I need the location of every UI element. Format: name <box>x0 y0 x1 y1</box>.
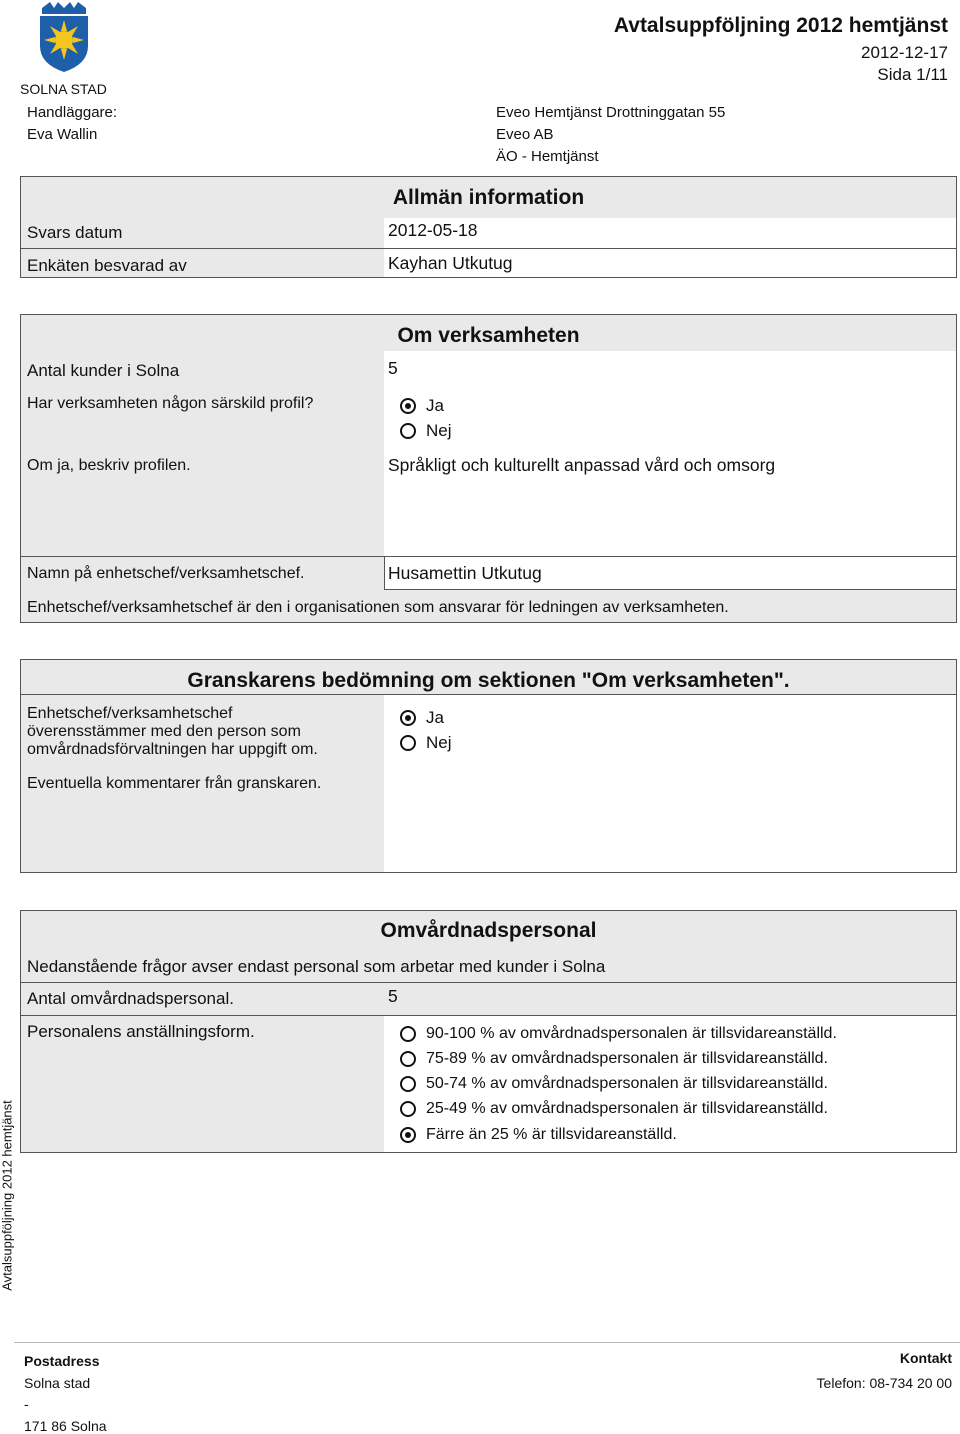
provider-line: Eveo Hemtjänst Drottninggatan 55 <box>496 104 726 121</box>
postal-line: Solna stad <box>24 1375 91 1391</box>
option-label: Nej <box>426 421 452 440</box>
provider-line: Eveo AB <box>496 126 554 143</box>
manager-value: Husamettin Utkutug <box>388 563 542 583</box>
document-title: Avtalsuppföljning 2012 hemtjänst <box>613 14 948 37</box>
profile-description-value: Språkligt och kulturellt anpassad vård och omsorg <box>388 455 776 475</box>
employment-label: Personalens anställningsform. <box>27 1022 255 1041</box>
contact-heading: Kontakt <box>899 1350 952 1366</box>
footer-divider <box>14 1342 960 1343</box>
profile-describe-label: Om ja, beskriv profilen. <box>27 457 191 474</box>
radio-empty-icon <box>400 735 416 751</box>
reviewer-comments-label: Eventuella kommentarer från granskaren. <box>27 775 322 792</box>
option-label: Ja <box>426 396 444 415</box>
radio-empty-icon <box>400 1051 416 1067</box>
option-label: 75-89 % av omvårdnadspersonalen är tillsvidareanställd. <box>426 1050 828 1067</box>
radio-selected-icon <box>400 398 416 414</box>
document-date: 2012-12-17 <box>861 43 948 62</box>
review-question <box>27 705 318 759</box>
radio-selected-icon <box>400 710 416 726</box>
question-line: omvårdnadsförvaltningen har uppgift om. <box>27 741 318 758</box>
postal-heading: Postadress <box>24 1353 100 1369</box>
radio-empty-icon <box>400 1101 416 1117</box>
answered-by-value: Kayhan Utkutug <box>388 253 513 273</box>
employment-option-50-74[interactable] <box>400 1075 828 1093</box>
question-line: överensstämmer med den person som <box>27 723 301 740</box>
review-option-nej[interactable] <box>400 733 452 753</box>
employment-option-90-100[interactable] <box>400 1025 837 1043</box>
option-label: Nej <box>426 733 452 752</box>
option-label: 90-100 % av omvårdnadspersonalen är tillsvidareanställd. <box>426 1025 837 1042</box>
manager-label: Namn på enhetschef/verksamhetschef. <box>27 565 305 582</box>
org-name: SOLNA STAD <box>20 81 107 97</box>
staff-count-label: Antal omvårdnadspersonal. <box>27 989 234 1008</box>
general-section-title: Allmän information <box>392 186 585 209</box>
question-line: Enhetschef/verksamhetschef <box>27 705 233 722</box>
profile-option-nej[interactable] <box>400 421 452 441</box>
postal-line: 171 86 Solna <box>24 1418 107 1434</box>
employment-option-under-25[interactable] <box>400 1126 677 1144</box>
solna-coat-of-arms-logo <box>36 2 92 72</box>
customers-value: 5 <box>388 358 398 378</box>
provider-line: ÄO - Hemtjänst <box>496 148 599 165</box>
side-document-label: Avtalsuppföljning 2012 hemtjänst <box>0 1100 15 1291</box>
radio-empty-icon <box>400 423 416 439</box>
review-section-title: Granskarens bedömning om sektionen "Om verksamheten". <box>187 669 790 692</box>
customers-label: Antal kunder i Solna <box>27 361 180 380</box>
review-option-ja[interactable] <box>400 708 444 728</box>
contact-phone: Telefon: 08-734 20 00 <box>816 1375 952 1391</box>
staff-intro: Nedanstående frågor avser endast personal som arbetar med kunder i Solna <box>27 957 606 976</box>
employment-option-75-89[interactable] <box>400 1050 828 1068</box>
option-label: Färre än 25 % är tillsvidareanställd. <box>426 1126 677 1143</box>
response-date-value: 2012-05-18 <box>388 220 478 240</box>
profile-option-ja[interactable] <box>400 396 444 416</box>
postal-line: - <box>24 1396 29 1412</box>
handler-name: Eva Wallin <box>27 126 98 143</box>
option-label: 25-49 % av omvårdnadspersonalen är tillsvidareanställd. <box>426 1100 828 1117</box>
manager-note: Enhetschef/verksamhetschef är den i organisationen som ansvarar för ledningen av verksamheten. <box>27 599 729 616</box>
staff-section-title: Omvårdnadspersonal <box>380 919 597 942</box>
profile-question: Har verksamheten någon särskild profil? <box>27 395 314 412</box>
option-label: Ja <box>426 708 444 727</box>
staff-count-value: 5 <box>388 986 398 1006</box>
option-label: 50-74 % av omvårdnadspersonalen är tillsvidareanställd. <box>426 1075 828 1092</box>
about-section-title: Om verksamheten <box>397 324 580 347</box>
handler-label: Handläggare: <box>27 104 118 121</box>
response-date-label: Svars datum <box>27 223 123 242</box>
radio-empty-icon <box>400 1026 416 1042</box>
radio-empty-icon <box>400 1076 416 1092</box>
page-number: Sida 1/11 <box>877 65 948 84</box>
answered-by-label: Enkäten besvarad av <box>27 256 187 275</box>
radio-selected-icon <box>400 1127 416 1143</box>
employment-option-25-49[interactable] <box>400 1100 828 1118</box>
